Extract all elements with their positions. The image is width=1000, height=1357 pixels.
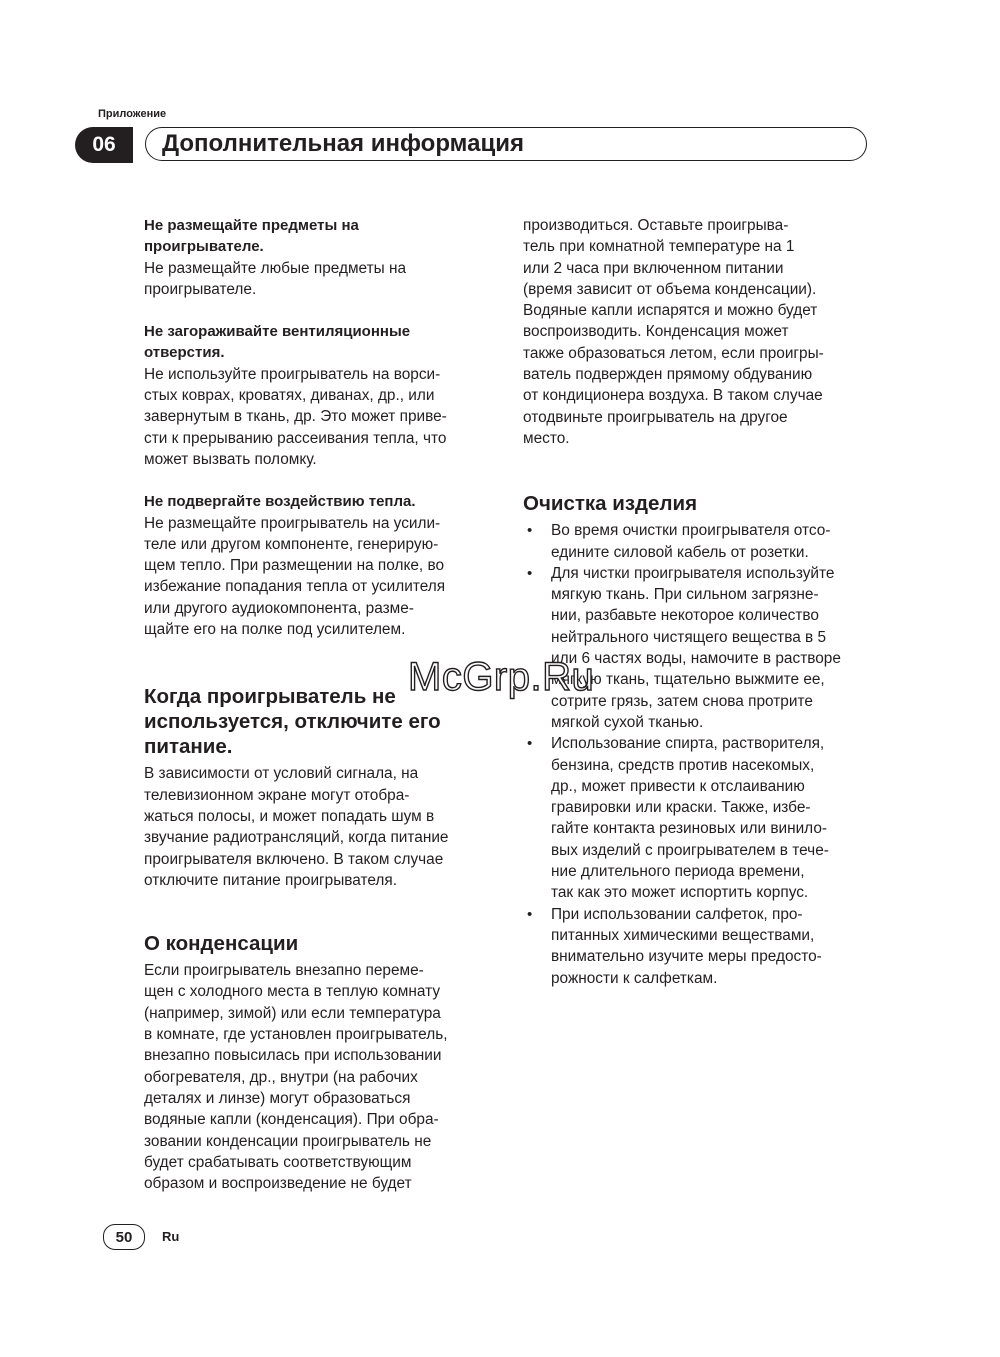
block-heat xyxy=(144,491,494,640)
section-label: Приложение xyxy=(98,108,167,120)
section-heading: О конденсации xyxy=(144,932,299,956)
cleaning-list xyxy=(523,520,873,989)
section-body: В зависимости от условий сигнала, на телевизионном экране могут отобра- жаться полосы, и может попадать шум в звучание радиотрансляций, когда питание проигрывателя включено. В таком случае отключите питание проигрывателя. xyxy=(144,765,449,889)
list-item: • Во время очистки проигрывателя отсо- едините силовой кабель от розетки. xyxy=(527,522,831,561)
list-item: • При использовании салфеток, про- питанных химическими веществами, внимательно изучите меры предосто- рожности к салфеткам. xyxy=(527,905,822,987)
block-heading: Не размещайте предметы на проигрывателе. xyxy=(144,217,359,256)
right-column xyxy=(523,215,873,989)
list-item: • Для чистки проигрывателя используйте мягкую ткань. При сильном загрязне- нии, разбавьте некоторое количество нейтрального чистящего вещества в 5 или 6 частях воды, намочите в растворе мягкую ткань, тщательно выжмите ее, сотрите грязь, затем снова протрите мягкой сухой тканью. xyxy=(527,564,841,731)
chapter-number-badge: 06 xyxy=(75,127,133,163)
block-ventilation xyxy=(144,321,494,470)
section-heading: Очистка изделия xyxy=(523,492,698,516)
language-code: Ru xyxy=(162,1229,180,1244)
page-number: 50 xyxy=(103,1224,145,1250)
section-condensation xyxy=(144,931,494,1194)
section-body: Если проигрыватель внезапно переме- щен с холодного места в теплую комнату (например, зимой) или если температура в комнате, где установлен проигрыватель, внезапно повысилась при использовании обогревателя, др., внутри (на рабочих деталях и линзе) могут образоваться водяные капли (конденсация). При обра- зовании конденсации проигрыватель не будет срабатывать соответствующим образом и воспроизведение не будет xyxy=(144,962,448,1193)
block-heading: Не подвергайте воздействию тепла. xyxy=(144,493,416,511)
bullet-icon: • xyxy=(527,564,533,582)
section-heading: Когда проигрыватель не используется, отключите его питание. xyxy=(144,685,441,759)
chapter-title: Дополнительная информация xyxy=(162,130,524,157)
section-cleaning xyxy=(523,491,873,989)
block-heading: Не загораживайте вентиляционные отверстия. xyxy=(144,323,411,362)
left-column xyxy=(144,215,494,1194)
block-no-objects xyxy=(144,215,494,300)
bullet-icon: • xyxy=(527,522,533,540)
watermark: McGrp.Ru xyxy=(408,655,595,699)
block-body: Не размещайте любые предметы на проигрывателе. xyxy=(144,259,407,298)
bullet-icon: • xyxy=(527,905,533,923)
block-body: Не используйте проигрыватель на ворси- стых коврах, кроватях, диванах, др., или завернутым в ткань, др. Это может приве- сти к прерыванию рассеивания тепла, что может вызвать поломку. xyxy=(144,365,447,468)
section-power-off xyxy=(144,684,494,891)
condensation-continued: производиться. Оставьте проигрыва- тель при комнатной температуре на 1 или 2 часа при включенном питании (время зависит от объема конденсации). Водяные капли испарятся и можно будет воспроизводить. Конденсация может также образоваться летом, если проигры- ватель подвержден прямому обдуванию от кондиционера воздуха. В таком случае отодвиньте проигрыватель на другое место. xyxy=(523,217,824,447)
list-item: • Использование спирта, растворителя, бензина, средств против насекомых, др., может привести к отслаиванию гравировки или краски. Также, избе- гайте контакта резиновых или винило- вых изделий с проигрывателем в тече- ние длительного периода времени, так как это может испортить корпус. xyxy=(527,735,829,902)
bullet-icon: • xyxy=(527,735,533,753)
block-body: Не размещайте проигрыватель на усили- теле или другом компоненте, генерирую- щем тепло. При размещении на полке, во избежание попадания тепла от усилителя или другого аудиокомпонента, разме- щайте его на полке под усилителем. xyxy=(144,514,446,639)
